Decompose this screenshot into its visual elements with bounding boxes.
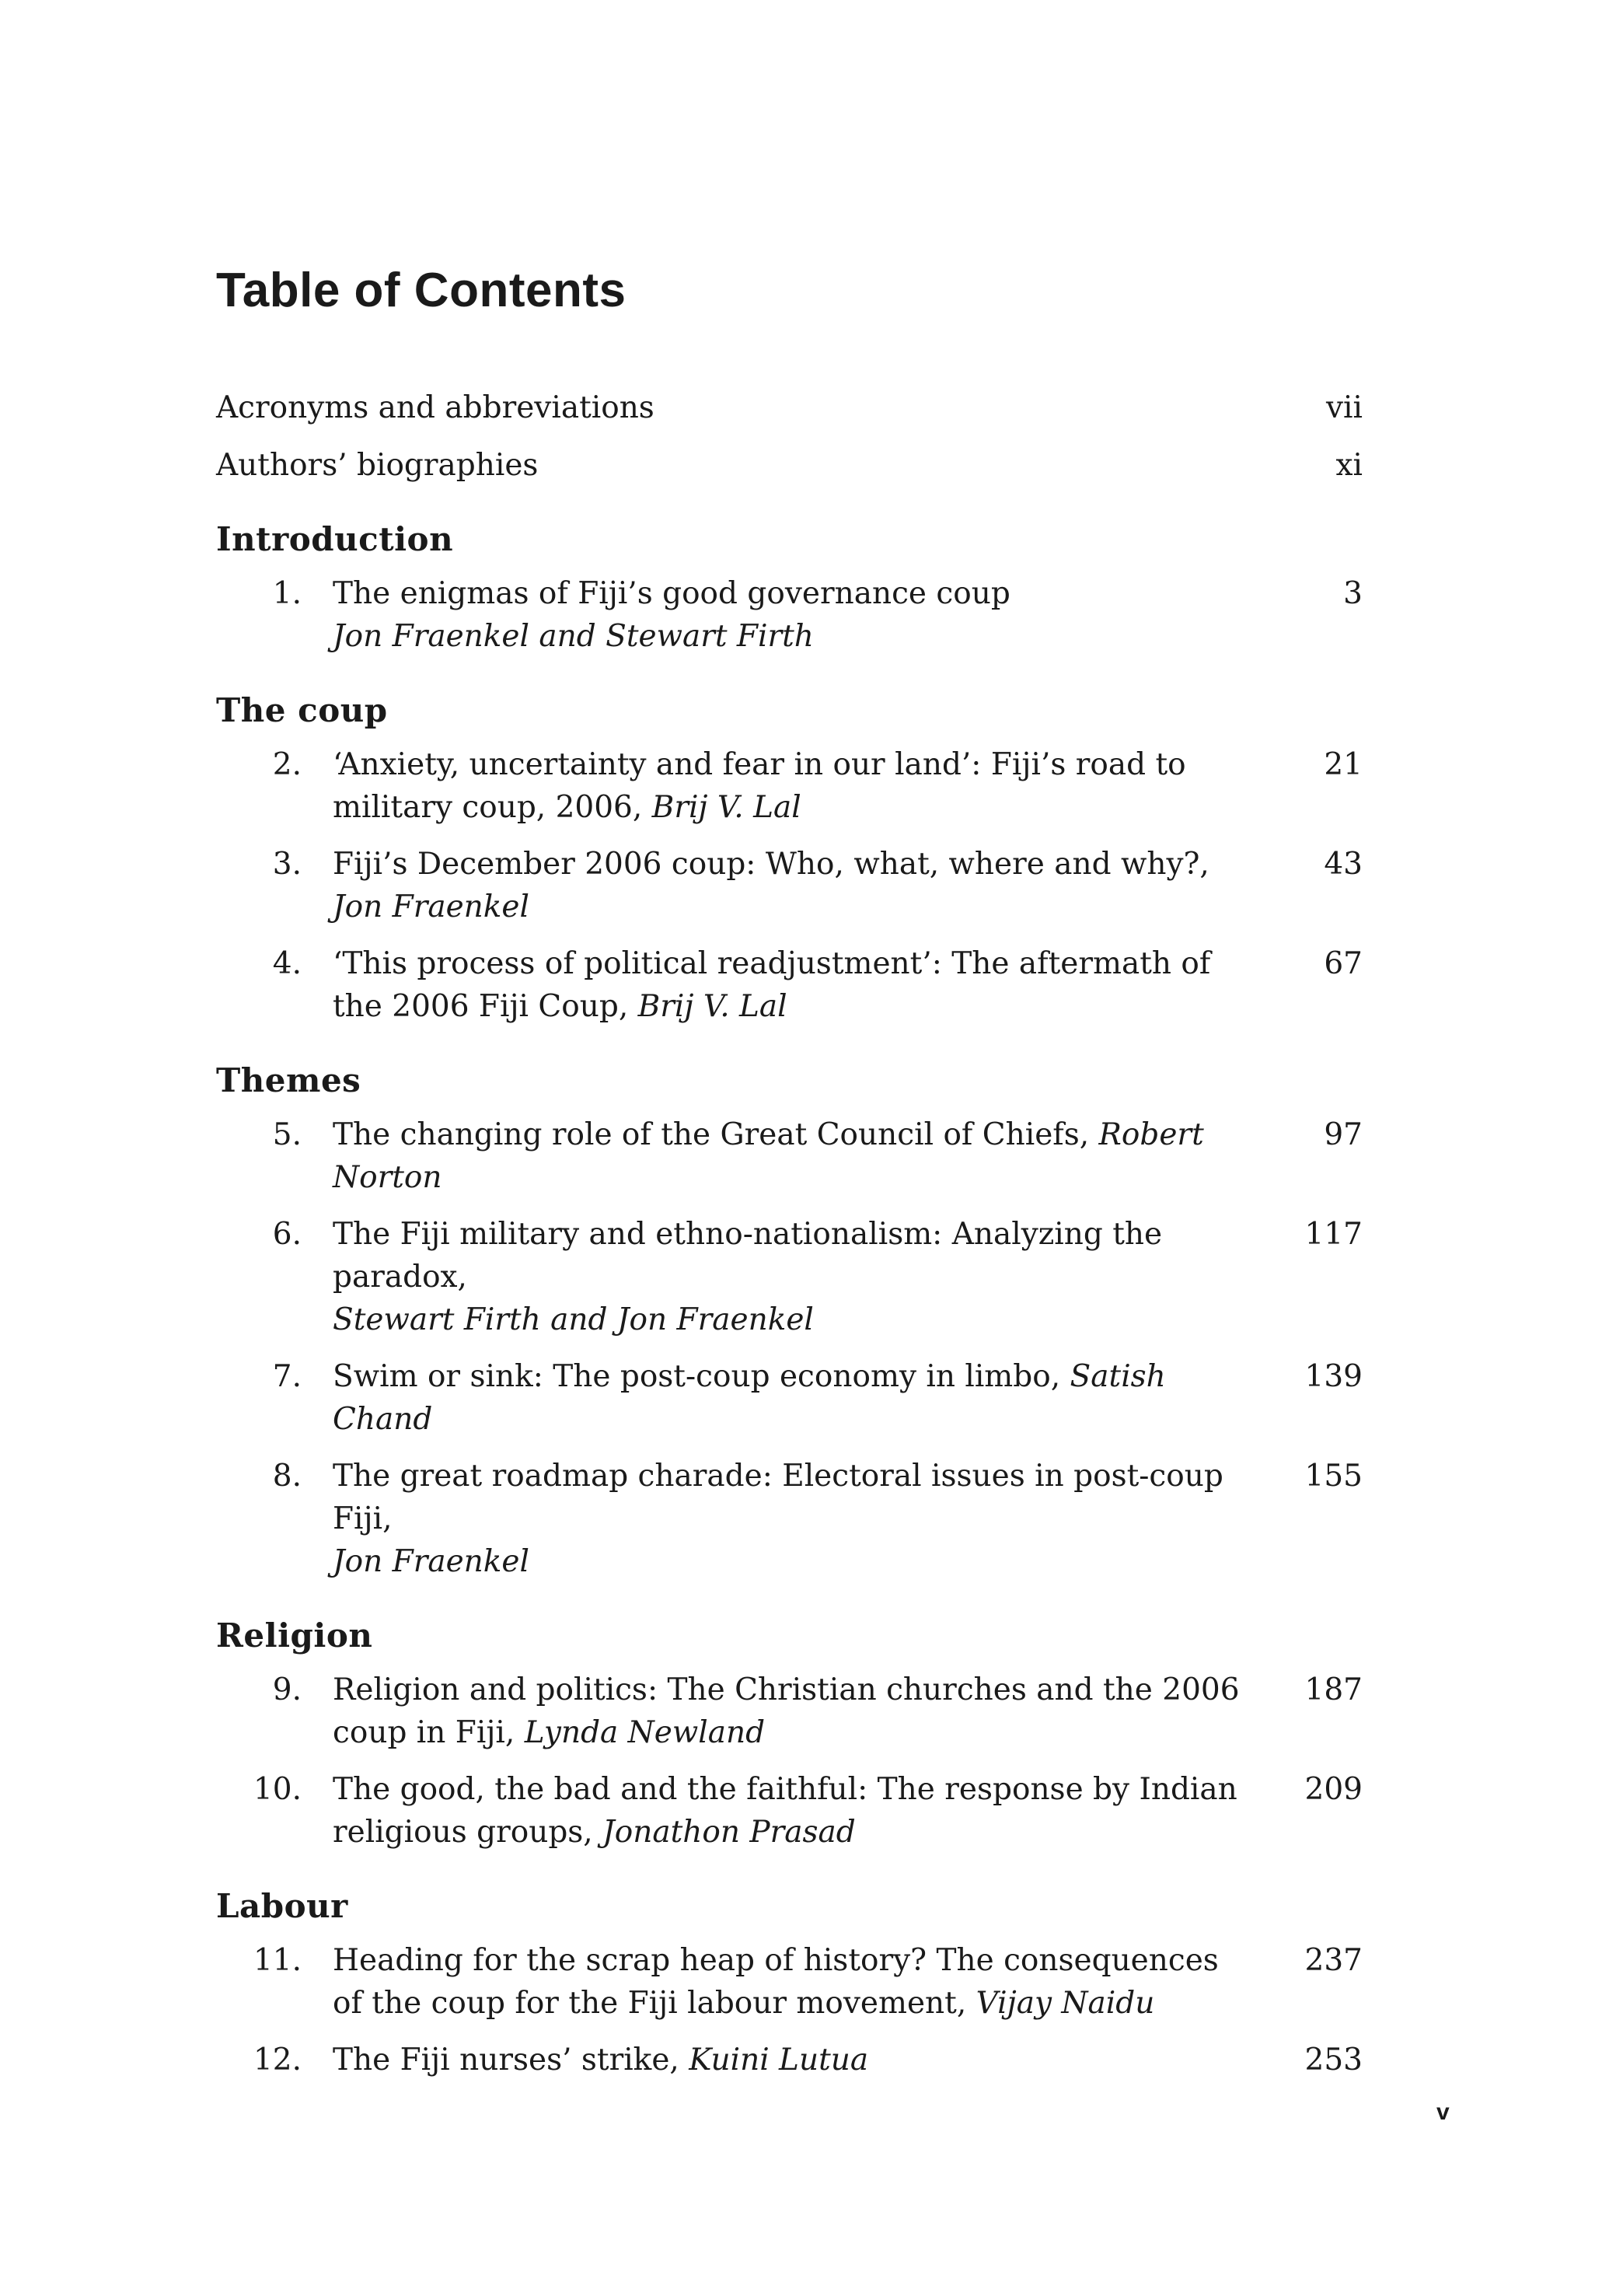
chapter-title: Swim or sink: The post-coup economy in limbo, <box>333 1359 1061 1394</box>
toc-section <box>216 1059 1363 1583</box>
toc-page-number: 97 <box>1324 1117 1363 1152</box>
toc-page-number: 155 <box>1304 1459 1363 1494</box>
toc-entry[interactable] <box>216 2039 1363 2081</box>
toc-page-number: 43 <box>1324 847 1363 882</box>
chapter-title-block <box>333 743 1262 829</box>
toc-entry-label: Authors’ biographies <box>216 448 539 483</box>
chapter-title-block <box>333 1768 1262 1854</box>
chapter-title-block <box>333 572 1262 658</box>
toc-page-number: 117 <box>1304 1217 1363 1252</box>
chapter-title: Heading for the scrap heap of history? The consequences of the coup for the Fiji labour movement, <box>333 1943 1219 2021</box>
separator <box>593 1815 602 1850</box>
chapter-author: Vijay Naidu <box>976 1986 1155 2021</box>
chapter-author: Stewart Firth and Jon Fraenkel <box>333 1302 814 1337</box>
chapter-author: Lynda Newland <box>524 1715 766 1750</box>
chapter-title-block <box>333 1213 1262 1341</box>
chapter-number: 3. <box>272 847 302 882</box>
chapter-title-block <box>333 942 1262 1028</box>
chapter-author: Robert Norton <box>333 1117 1204 1195</box>
separator <box>515 1715 524 1750</box>
toc-page-number: 209 <box>1304 1772 1363 1807</box>
chapter-title-block <box>333 2039 1262 2081</box>
chapter-title: Fiji’s December 2006 coup: Who, what, where and why?, <box>333 847 1209 882</box>
toc-entry[interactable] <box>216 1669 1363 1754</box>
chapter-title: The good, the bad and the faithful: The response by Indian religious groups, <box>333 1772 1237 1850</box>
chapter-number: 10. <box>253 1772 302 1807</box>
chapter-number: 9. <box>272 1672 302 1707</box>
chapter-title-block <box>333 1355 1262 1441</box>
chapter-title: Religion and politics: The Christian churches and the 2006 coup in Fiji, <box>333 1672 1240 1750</box>
toc-section <box>216 1614 1363 1854</box>
toc-page-number: 3 <box>1343 576 1363 611</box>
separator <box>642 790 651 825</box>
chapter-number: 7. <box>272 1359 302 1394</box>
toc-section <box>216 518 1363 658</box>
section-heading: Labour <box>216 1887 348 1925</box>
chapter-title-block <box>333 1113 1262 1199</box>
section-heading: The coup <box>216 691 388 729</box>
toc-page-number: 21 <box>1324 747 1363 782</box>
chapter-number: 2. <box>272 747 302 782</box>
chapter-author: Jon Fraenkel <box>333 1544 529 1579</box>
chapter-author: Jon Fraenkel and Stewart Firth <box>333 619 814 654</box>
toc-entry[interactable] <box>216 1113 1363 1199</box>
chapter-title: The Fiji military and ethno-nationalism: Analyzing the paradox, <box>333 1217 1163 1295</box>
chapter-title: The enigmas of Fiji’s good governance coup <box>333 576 1010 611</box>
table-of-contents <box>216 387 1363 2095</box>
toc-page-number: 253 <box>1304 2043 1363 2078</box>
separator <box>679 2043 689 2078</box>
toc-page-number: 139 <box>1304 1359 1363 1394</box>
toc-entry[interactable] <box>216 1355 1363 1441</box>
toc-front-matter-row[interactable] <box>216 445 1363 487</box>
chapter-author: Kuini Lutua <box>689 2043 869 2078</box>
toc-entry[interactable] <box>216 743 1363 829</box>
chapter-title-block <box>333 1939 1262 2025</box>
chapter-author: Satish Chand <box>333 1359 1166 1437</box>
section-heading: Themes <box>216 1061 361 1099</box>
toc-page-number: 237 <box>1304 1943 1363 1978</box>
toc-entry[interactable] <box>216 572 1363 658</box>
chapter-author: Jonathon Prasad <box>602 1815 856 1850</box>
page-title: Table of Contents <box>216 264 627 317</box>
toc-section <box>216 689 1363 1028</box>
separator <box>1060 1359 1070 1394</box>
chapter-author: Brij V. Lal <box>637 989 787 1024</box>
separator <box>966 1986 976 2021</box>
toc-page-number: vii <box>1326 390 1363 425</box>
toc-page-number: 67 <box>1324 946 1363 981</box>
chapter-author: Brij V. Lal <box>651 790 801 825</box>
page-folio: v <box>1436 2099 1450 2125</box>
section-heading: Religion <box>216 1616 373 1655</box>
chapter-title: The changing role of the Great Council of Chiefs, <box>333 1117 1090 1152</box>
chapter-number: 12. <box>253 2043 302 2078</box>
chapter-number: 6. <box>272 1217 302 1252</box>
toc-entry[interactable] <box>216 1768 1363 1854</box>
chapter-number: 1. <box>272 576 302 611</box>
separator <box>628 989 637 1024</box>
toc-entry[interactable] <box>216 1455 1363 1583</box>
chapter-title: The Fiji nurses’ strike, <box>333 2043 679 2078</box>
chapter-title: The great roadmap charade: Electoral issues in post-coup Fiji, <box>333 1459 1223 1536</box>
chapter-title-block <box>333 1669 1262 1754</box>
chapter-number: 4. <box>272 946 302 981</box>
chapter-title-block <box>333 1455 1262 1583</box>
toc-entry[interactable] <box>216 942 1363 1028</box>
toc-entry[interactable] <box>216 1939 1363 2025</box>
chapter-title-block <box>333 843 1262 928</box>
chapter-title: ‘This process of political readjustment’: The aftermath of the 2006 Fiji Coup, <box>333 946 1211 1024</box>
toc-entry[interactable] <box>216 843 1363 928</box>
chapter-author: Jon Fraenkel <box>333 889 529 924</box>
chapter-number: 11. <box>253 1943 302 1978</box>
chapter-title: ‘Anxiety, uncertainty and fear in our land’: Fiji’s road to military coup, 2006, <box>333 747 1186 825</box>
toc-page-number: xi <box>1335 448 1363 483</box>
chapter-number: 8. <box>272 1459 302 1494</box>
toc-entry-label: Acronyms and abbreviations <box>216 390 654 425</box>
toc-entry[interactable] <box>216 1213 1363 1341</box>
toc-page-number: 187 <box>1304 1672 1363 1707</box>
section-heading: Introduction <box>216 520 454 558</box>
separator <box>1089 1117 1098 1152</box>
toc-section <box>216 1885 1363 2081</box>
toc-front-matter-row[interactable] <box>216 387 1363 429</box>
chapter-number: 5. <box>272 1117 302 1152</box>
